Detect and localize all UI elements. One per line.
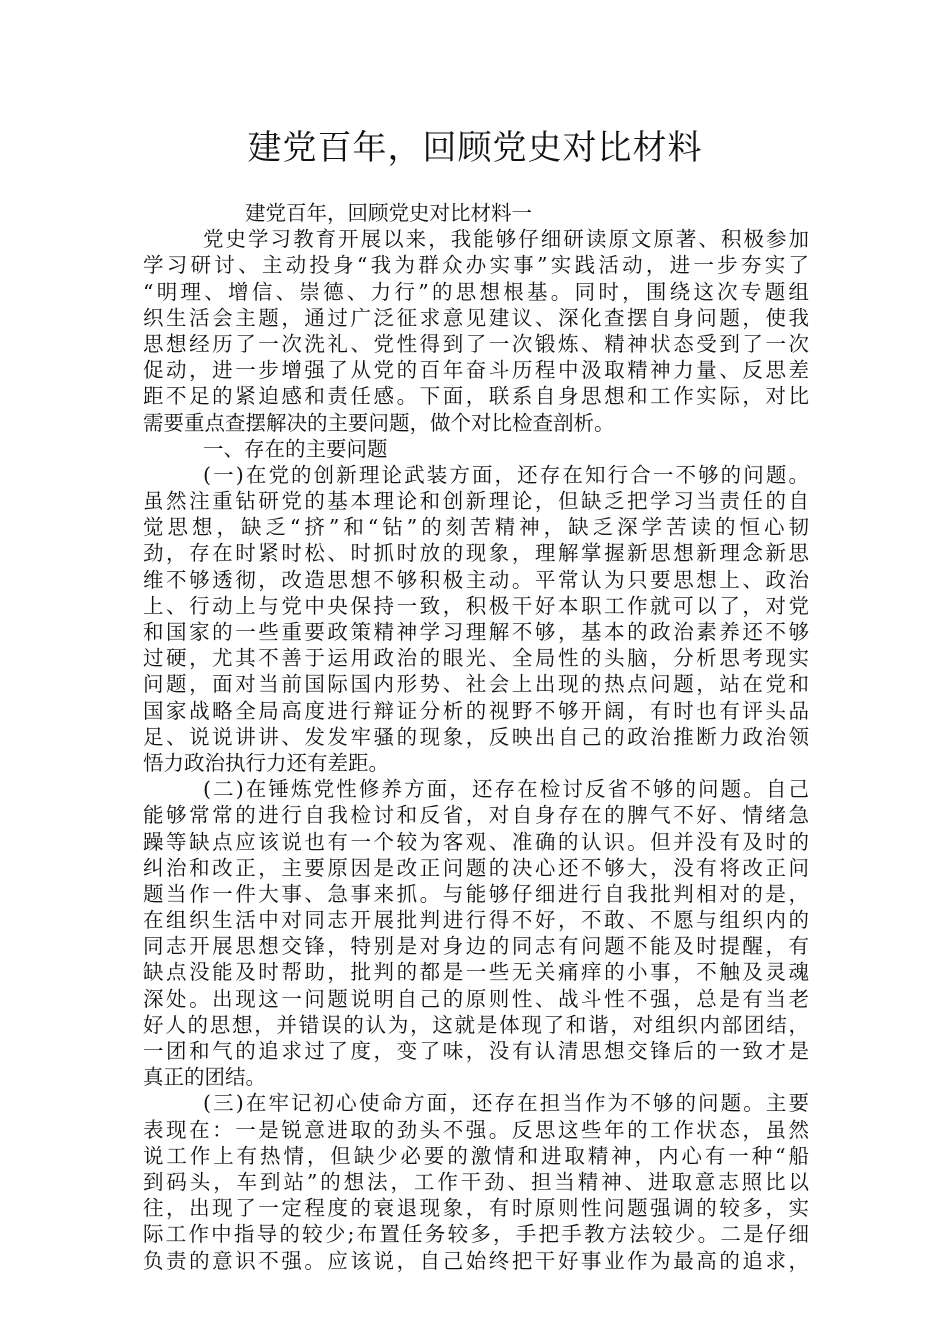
paragraph-line: 虽然注重钻研党的基本理论和创新理论，但缺乏把学习当责任的自	[143, 489, 809, 514]
paragraph-line: 题当作一件大事、急事来抓。与能够仔细进行自我批判相对的是，	[143, 881, 809, 906]
paragraph-line: 和国家的一些重要政策精神学习理解不够，基本的政治素养还不够	[143, 620, 809, 644]
paragraph-line: “明理、增信、崇德、力行”的思想根基。同时，围绕这次专题组	[143, 279, 809, 304]
paragraph-line: 纠治和改正，主要原因是改正问题的决心还不够大，没有将改正问	[143, 855, 809, 880]
paragraph-line: 促动，进一步增强了从党的百年奋斗历程中汲取精神力量、反思差	[143, 358, 809, 383]
paragraph-line: 悟力政治执行力还有差距。	[143, 750, 389, 775]
document-title: 建党百年，回顾党史对比材料	[247, 128, 703, 168]
paragraph-line: 能够常常的进行自我检讨和反省，对自身存在的脾气不好、情绪急	[143, 803, 809, 828]
paragraph-line: 维不够透彻，改造思想不够积极主动。平常认为只要思想上、政治	[143, 567, 809, 592]
paragraph-line: 思想经历了一次洗礼、党性得到了一次锻炼、精神状态受到了一次	[143, 331, 809, 356]
paragraph-line: (二)在锤炼党性修养方面，还存在检讨反省不够的问题。自己	[203, 777, 809, 802]
paragraph-line: 缺点没能及时帮助，批判的都是一些无关痛痒的小事，不触及灵魂	[143, 960, 809, 985]
paragraph-line: 问题，面对当前国际国内形势、社会上出现的热点问题，站在党和	[143, 672, 809, 697]
section-heading: 一、存在的主要问题	[203, 436, 388, 461]
paragraph-line: 负责的意识不强。应该说，自己始终把干好事业作为最高的追求，	[143, 1248, 809, 1273]
paragraph-line: 真正的团结。	[143, 1065, 266, 1090]
paragraph-line: 织生活会主题，通过广泛征求意见建议、深化查摆自身问题，使我	[143, 305, 809, 330]
paragraph-line: 往，出现了一定程度的衰退现象，有时原则性问题强调的较多，实	[143, 1196, 809, 1221]
paragraph-line: 过硬，尤其不善于运用政治的眼光、全局性的头脑，分析思考现实	[143, 646, 809, 671]
paragraph-line: 到码头，车到站”的想法，工作干劲、担当精神、进取意志照比以	[143, 1169, 809, 1194]
paragraph-line: 国家战略全局高度进行辩证分析的视野不够开阔，有时也有评头品	[143, 698, 809, 723]
paragraph-line: 足、说说讲讲、发发牢骚的现象，反映出自己的政治推断力政治领	[143, 724, 809, 749]
paragraph-line: 党史学习教育开展以来，我能够仔细研读原文原著、积极参加	[203, 227, 809, 252]
paragraph-line: 际工作中指导的较少;布置任务较多，手把手教方法较少。二是仔细	[143, 1222, 809, 1247]
paragraph-line: 同志开展思想交锋，特别是对身边的同志有问题不能及时提醒，有	[143, 934, 809, 959]
paragraph-line: 躁等缺点应该说也有一个较为客观、准确的认识。但并没有及时的	[143, 829, 809, 854]
subtitle-line: 建党百年，回顾党史对比材料一	[245, 201, 532, 225]
paragraph-line: 劲，存在时紧时松、时抓时放的现象，理解掌握新思想新理念新思	[143, 541, 809, 566]
paragraph-line: (一)在党的创新理论武装方面，还存在知行合一不够的问题。	[203, 462, 809, 487]
paragraph-line: 学习研讨、主动投身“我为群众办实事”实践活动，进一步夯实了	[143, 253, 809, 278]
paragraph-line: 深处。出现这一问题说明自己的原则性、战斗性不强，总是有当老	[143, 986, 809, 1011]
paragraph-line: 在组织生活中对同志开展批判进行得不好，不敢、不愿与组织内的	[143, 908, 809, 933]
paragraph-line: 上、行动上与党中央保持一致，积极干好本职工作就可以了，对党	[143, 593, 809, 618]
paragraph-line: 表现在：一是锐意进取的劲头不强。反思这些年的工作状态，虽然	[143, 1117, 809, 1142]
paragraph-line: 一团和气的追求过了度，变了味，没有认清思想交锋后的一致才是	[143, 1039, 809, 1063]
paragraph-line: 距不足的紧迫感和责任感。下面，联系自身思想和工作实际，对比	[143, 384, 809, 409]
paragraph-line: 觉思想，缺乏“挤”和“钻”的刻苦精神，缺乏深学苦读的恒心韧	[143, 515, 809, 540]
paragraph-line: (三)在牢记初心使命方面，还存在担当作为不够的问题。主要	[203, 1091, 809, 1116]
paragraph-line: 说工作上有热情，但缺少必要的激情和进取精神，内心有一种“船	[143, 1143, 809, 1168]
document-body	[143, 200, 809, 1274]
paragraph-line: 需要重点查摆解决的主要问题，做个对比检查剖析。	[143, 410, 615, 435]
paragraph-line: 好人的思想，并错误的认为，这就是体现了和谐，对组织内部团结，	[143, 1012, 809, 1037]
